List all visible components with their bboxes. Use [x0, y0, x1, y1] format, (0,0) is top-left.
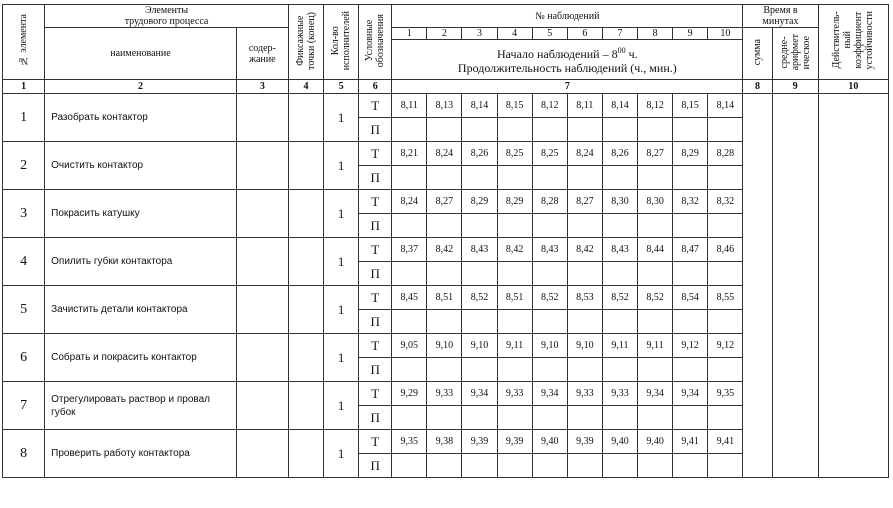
observation-value: 8,44	[638, 238, 673, 262]
observation-empty	[602, 262, 637, 286]
fix-points-header	[288, 5, 323, 80]
mean-column	[772, 94, 818, 478]
observation-value: 8,46	[708, 238, 743, 262]
start-line	[392, 44, 742, 61]
start-unit: ч.	[625, 47, 638, 61]
observation-empty	[392, 214, 427, 238]
observation-value: 8,12	[532, 94, 567, 118]
observation-empty	[497, 166, 532, 190]
observation-value: 8,14	[602, 94, 637, 118]
observation-empty	[392, 454, 427, 478]
observation-value: 8,43	[462, 238, 497, 262]
observation-empty	[462, 166, 497, 190]
observation-value: 8,27	[427, 190, 462, 214]
fix-point	[288, 238, 323, 286]
observation-value: 9,39	[497, 430, 532, 454]
col-number-6: 6	[359, 80, 392, 94]
observation-empty	[392, 310, 427, 334]
observation-empty	[567, 214, 602, 238]
symbol-p: П	[359, 118, 392, 142]
observation-empty	[638, 214, 673, 238]
observation-empty	[708, 310, 743, 334]
symbol-t: Т	[359, 190, 392, 214]
observation-value: 8,51	[497, 286, 532, 310]
element-name: Зачистить детали контактора	[45, 286, 237, 334]
observation-value: 8,32	[708, 190, 743, 214]
observation-empty	[567, 262, 602, 286]
observation-value: 9,33	[497, 382, 532, 406]
performer-count: 1	[324, 430, 359, 478]
observation-empty	[427, 262, 462, 286]
observation-value: 9,29	[392, 382, 427, 406]
observation-empty	[532, 214, 567, 238]
mean-header	[772, 28, 818, 80]
coef-header	[818, 5, 888, 80]
element-number: 2	[3, 142, 45, 190]
observation-empty	[602, 406, 637, 430]
observations-header	[392, 5, 743, 28]
observation-empty	[392, 358, 427, 382]
observation-value: 9,39	[462, 430, 497, 454]
observation-empty	[638, 358, 673, 382]
observations-label: № наблюдений	[535, 10, 600, 22]
coef-column	[818, 94, 888, 478]
observation-empty	[427, 310, 462, 334]
observation-value: 8,29	[497, 190, 532, 214]
obs-number-10	[708, 28, 743, 40]
observation-empty	[708, 454, 743, 478]
symbol-t: Т	[359, 94, 392, 118]
element-number: 5	[3, 286, 45, 334]
element-name: Проверить работу контактора	[45, 430, 237, 478]
observation-empty	[392, 118, 427, 142]
observation-empty	[567, 358, 602, 382]
observation-empty	[532, 166, 567, 190]
obs-number-1	[392, 28, 427, 40]
col-number-7: 7	[392, 80, 743, 94]
observation-value: 9,34	[638, 382, 673, 406]
observation-value: 8,29	[673, 142, 708, 166]
observation-empty	[673, 454, 708, 478]
observation-value: 9,11	[602, 334, 637, 358]
col-number-5: 5	[324, 80, 359, 94]
observation-value: 9,34	[462, 382, 497, 406]
observation-value: 8,15	[673, 94, 708, 118]
obs-number-label: 8	[652, 28, 658, 39]
fix-point	[288, 142, 323, 190]
observation-empty	[708, 406, 743, 430]
col-number-4: 4	[288, 80, 323, 94]
observation-value: 9,10	[567, 334, 602, 358]
observation-empty	[427, 118, 462, 142]
element-number: 6	[3, 334, 45, 382]
obs-number-label: 3	[477, 28, 483, 39]
observation-empty	[427, 214, 462, 238]
observation-empty	[392, 166, 427, 190]
observation-empty	[673, 214, 708, 238]
symbols-header	[359, 5, 392, 80]
col-number-9: 9	[772, 80, 818, 94]
observation-empty	[638, 406, 673, 430]
observation-value: 8,30	[602, 190, 637, 214]
fix-points-label: Фиксажные точки (конец)	[294, 11, 317, 70]
observation-value: 9,41	[708, 430, 743, 454]
element-content	[236, 430, 288, 478]
obs-number-label: 5	[547, 28, 553, 39]
observation-value: 8,42	[497, 238, 532, 262]
time-minutes-label: Время в минутах	[762, 5, 799, 27]
observation-empty	[673, 262, 708, 286]
observation-value: 9,33	[427, 382, 462, 406]
symbol-p: П	[359, 454, 392, 478]
observation-value: 9,12	[708, 334, 743, 358]
obs-number-6	[567, 28, 602, 40]
observation-empty	[673, 406, 708, 430]
start-label: Начало наблюдений – 8	[497, 47, 618, 61]
sum-label: сумма	[751, 38, 763, 66]
fix-point	[288, 430, 323, 478]
observation-empty	[532, 118, 567, 142]
observation-empty	[602, 118, 637, 142]
observation-value: 8,54	[673, 286, 708, 310]
observation-empty	[532, 406, 567, 430]
obs-number-label: 7	[617, 28, 623, 39]
observation-empty	[462, 454, 497, 478]
observation-value: 8,14	[708, 94, 743, 118]
obs-number-label: 9	[687, 28, 693, 39]
element-content	[236, 382, 288, 430]
element-content	[236, 238, 288, 286]
performer-count: 1	[324, 238, 359, 286]
observation-empty	[497, 118, 532, 142]
observation-value: 9,40	[638, 430, 673, 454]
observation-value: 8,51	[427, 286, 462, 310]
observation-value: 8,24	[392, 190, 427, 214]
start-hour-sup: 00	[617, 46, 626, 55]
content-header	[236, 28, 288, 80]
fix-point	[288, 286, 323, 334]
observation-value: 8,25	[497, 142, 532, 166]
fix-point	[288, 334, 323, 382]
observation-empty	[708, 118, 743, 142]
observation-value: 9,41	[673, 430, 708, 454]
observation-empty	[638, 118, 673, 142]
element-name: Опилить губки контактора	[45, 238, 237, 286]
observation-value: 9,33	[567, 382, 602, 406]
observation-empty	[602, 310, 637, 334]
observation-value: 9,40	[602, 430, 637, 454]
observation-value: 9,35	[392, 430, 427, 454]
element-name: Собрать и покрасить контактор	[45, 334, 237, 382]
observation-value: 9,10	[427, 334, 462, 358]
observation-empty	[638, 166, 673, 190]
observation-value: 9,35	[708, 382, 743, 406]
mean-label: средне- арифмет ическое	[778, 33, 812, 71]
observation-value: 9,34	[673, 382, 708, 406]
observation-empty	[462, 262, 497, 286]
observation-empty	[567, 406, 602, 430]
coef-label: Действитель- ный коэффициент устойчивости	[831, 11, 876, 70]
observation-empty	[532, 358, 567, 382]
observation-value: 8,27	[638, 142, 673, 166]
observation-empty	[497, 454, 532, 478]
symbol-t: Т	[359, 334, 392, 358]
observation-value: 8,37	[392, 238, 427, 262]
observation-value: 8,27	[567, 190, 602, 214]
obs-number-2	[427, 28, 462, 40]
element-number: 7	[3, 382, 45, 430]
observation-value: 8,28	[708, 142, 743, 166]
performers-header	[324, 5, 359, 80]
observation-value: 8,15	[497, 94, 532, 118]
observation-value: 8,43	[602, 238, 637, 262]
element-number: 4	[3, 238, 45, 286]
observation-empty	[462, 310, 497, 334]
observation-value: 8,45	[392, 286, 427, 310]
fix-point	[288, 94, 323, 142]
performer-count: 1	[324, 142, 359, 190]
observation-value: 8,24	[567, 142, 602, 166]
element-no-label: № элемента	[18, 14, 30, 67]
element-no-header	[3, 5, 45, 80]
observation-empty	[673, 310, 708, 334]
observation-value: 8,11	[567, 94, 602, 118]
content-label: содер- жание	[248, 42, 276, 65]
observation-empty	[567, 118, 602, 142]
observation-value: 8,42	[567, 238, 602, 262]
observation-empty	[638, 454, 673, 478]
col-number-2: 2	[45, 80, 237, 94]
fix-point	[288, 382, 323, 430]
observation-empty	[602, 166, 637, 190]
observation-value: 9,33	[602, 382, 637, 406]
element-name: Очистить контактор	[45, 142, 237, 190]
time-minutes-header	[743, 5, 818, 28]
observation-value: 8,26	[602, 142, 637, 166]
obs-number-4	[497, 28, 532, 40]
observation-empty	[392, 262, 427, 286]
element-content	[236, 94, 288, 142]
duration-line: Продолжительность наблюдений (ч., мин.)	[457, 61, 677, 75]
observation-value: 9,11	[638, 334, 673, 358]
observation-empty	[427, 166, 462, 190]
observation-empty	[427, 454, 462, 478]
observation-empty	[497, 406, 532, 430]
observation-empty	[602, 214, 637, 238]
observation-empty	[602, 454, 637, 478]
col-number-10: 10	[818, 80, 888, 94]
observation-value: 8,55	[708, 286, 743, 310]
observation-value: 8,32	[673, 190, 708, 214]
observation-empty	[673, 118, 708, 142]
observation-empty	[497, 262, 532, 286]
observation-empty	[462, 406, 497, 430]
observation-empty	[497, 358, 532, 382]
observation-value: 8,25	[532, 142, 567, 166]
observation-value: 8,28	[532, 190, 567, 214]
sum-header	[743, 28, 772, 80]
obs-number-label: 6	[582, 28, 588, 39]
obs-number-label: 1	[406, 28, 412, 39]
observation-value: 8,47	[673, 238, 708, 262]
symbol-t: Т	[359, 238, 392, 262]
observation-value: 8,11	[392, 94, 427, 118]
symbol-t: Т	[359, 382, 392, 406]
observation-value: 8,21	[392, 142, 427, 166]
observation-empty	[673, 166, 708, 190]
performer-count: 1	[324, 334, 359, 382]
element-number: 3	[3, 190, 45, 238]
performer-count: 1	[324, 94, 359, 142]
observation-value: 8,24	[427, 142, 462, 166]
observation-value: 8,42	[427, 238, 462, 262]
observation-empty	[638, 310, 673, 334]
observation-empty	[392, 406, 427, 430]
observation-empty	[708, 262, 743, 286]
col-number-3: 3	[236, 80, 288, 94]
observation-value: 8,52	[602, 286, 637, 310]
symbol-p: П	[359, 310, 392, 334]
observation-value: 9,10	[532, 334, 567, 358]
col-number-1: 1	[3, 80, 45, 94]
observation-empty	[708, 214, 743, 238]
elements-group-header	[45, 5, 289, 28]
name-label: наименование	[110, 48, 171, 59]
observation-empty	[602, 358, 637, 382]
symbol-t: Т	[359, 286, 392, 310]
fix-point	[288, 190, 323, 238]
performer-count: 1	[324, 286, 359, 334]
element-number: 1	[3, 94, 45, 142]
observation-empty	[427, 358, 462, 382]
observation-value: 8,26	[462, 142, 497, 166]
observation-table	[2, 4, 889, 478]
element-content	[236, 286, 288, 334]
observation-empty	[462, 118, 497, 142]
observation-value: 8,29	[462, 190, 497, 214]
observation-empty	[638, 262, 673, 286]
observation-value: 8,12	[638, 94, 673, 118]
symbol-p: П	[359, 166, 392, 190]
observation-value: 9,38	[427, 430, 462, 454]
observation-value: 9,40	[532, 430, 567, 454]
observation-empty	[532, 454, 567, 478]
observation-value: 8,52	[638, 286, 673, 310]
observation-value: 8,43	[532, 238, 567, 262]
observation-empty	[673, 358, 708, 382]
observation-empty	[708, 358, 743, 382]
obs-number-label: 2	[441, 28, 447, 39]
observation-empty	[497, 310, 532, 334]
observation-value: 9,12	[673, 334, 708, 358]
observation-value: 9,10	[462, 334, 497, 358]
observation-value: 9,34	[532, 382, 567, 406]
element-content	[236, 334, 288, 382]
observation-empty	[532, 262, 567, 286]
observation-empty	[567, 454, 602, 478]
observation-empty	[708, 166, 743, 190]
element-number: 8	[3, 430, 45, 478]
observation-empty	[567, 166, 602, 190]
observation-value: 9,11	[497, 334, 532, 358]
performer-count: 1	[324, 382, 359, 430]
obs-number-5	[532, 28, 567, 40]
obs-number-3	[462, 28, 497, 40]
element-name: Отрегулировать раствор и провал губок	[45, 382, 237, 430]
symbol-p: П	[359, 214, 392, 238]
observation-value: 9,39	[567, 430, 602, 454]
observation-empty	[532, 310, 567, 334]
col-number-8: 8	[743, 80, 772, 94]
obs-number-label: 10	[720, 28, 731, 39]
sum-column	[743, 94, 772, 478]
observation-value: 9,05	[392, 334, 427, 358]
symbol-t: Т	[359, 430, 392, 454]
observation-value: 8,13	[427, 94, 462, 118]
obs-number-8	[638, 28, 673, 40]
name-header	[45, 28, 237, 80]
observation-value: 8,30	[638, 190, 673, 214]
elements-group-label: Элементы трудового процесса	[124, 5, 209, 27]
observation-empty	[462, 358, 497, 382]
observation-value: 8,14	[462, 94, 497, 118]
symbol-p: П	[359, 406, 392, 430]
symbols-label: Условные обозначения	[364, 13, 387, 68]
symbol-t: Т	[359, 142, 392, 166]
observation-value: 8,52	[462, 286, 497, 310]
element-content	[236, 190, 288, 238]
observation-empty	[497, 214, 532, 238]
observation-value: 8,52	[532, 286, 567, 310]
performers-label: Кол-во исполнителей	[330, 10, 353, 71]
observation-empty	[462, 214, 497, 238]
start-duration-header	[392, 40, 743, 80]
symbol-p: П	[359, 358, 392, 382]
element-name: Разобрать контактор	[45, 94, 237, 142]
obs-number-9	[673, 28, 708, 40]
symbol-p: П	[359, 262, 392, 286]
obs-number-7	[602, 28, 637, 40]
obs-number-label: 4	[512, 28, 518, 39]
observation-empty	[427, 406, 462, 430]
observation-value: 8,53	[567, 286, 602, 310]
observation-empty	[567, 310, 602, 334]
element-content	[236, 142, 288, 190]
element-name: Покрасить катушку	[45, 190, 237, 238]
performer-count: 1	[324, 190, 359, 238]
